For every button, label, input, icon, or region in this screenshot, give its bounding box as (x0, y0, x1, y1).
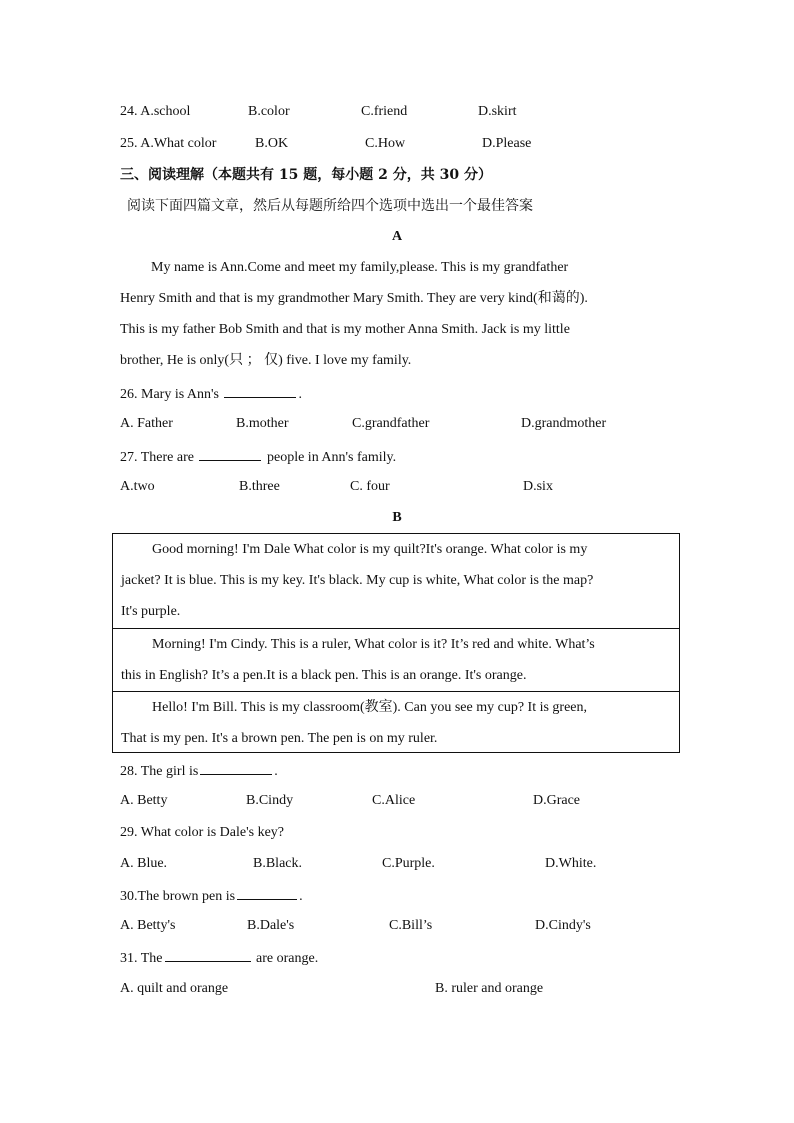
q25-option-c: C.How (365, 136, 406, 151)
q29-option-a: A. Blue. (120, 856, 168, 871)
section-3-title: 三、阅读理解（本题共有 15 题，每小题 2 分，共 30 分） (120, 167, 492, 183)
q27-stem-text: 27. There are (120, 450, 194, 465)
q26-option-c: C.grandfather (352, 416, 430, 431)
q28-option-b: B.Cindy (246, 793, 294, 808)
question-28-stem (120, 760, 278, 780)
q28-option-c: C.Alice (372, 793, 416, 808)
passage-a-line: My name is Ann.Come and meet my family,please. This is my grandfather (151, 260, 569, 275)
answer-blank[interactable] (165, 947, 251, 962)
passage-b-line: Morning! I'm Cindy. This is a ruler, What color is it? It’s red and white. What’s (152, 637, 595, 652)
q29-option-c: C.Purple. (382, 856, 435, 871)
question-31-stem (120, 947, 318, 967)
q30-stem-end: . (299, 889, 303, 904)
answer-blank[interactable] (199, 446, 261, 461)
q27-option-d: D.six (523, 479, 553, 494)
answer-blank[interactable] (224, 383, 296, 398)
q24-option-d: D.skirt (478, 104, 517, 119)
question-29-stem: 29. What color is Dale's key? (120, 825, 284, 840)
passage-b-line: Hello! I'm Bill. This is my classroom(教室). Can you see my cup? It is green, (152, 700, 588, 715)
passage-b-line: jacket? It is blue. This is my key. It's black. My cup is white, What color is the map? (121, 573, 594, 588)
section-3-instruction: 阅读下面四篇文章，然后从每题所给四个选项中选出一个最佳答案 (127, 198, 533, 214)
passage-b-line: this in English? It’s a pen.It is a black pen. This is an orange. It's orange. (121, 668, 527, 683)
q30-option-c: C.Bill’s (389, 918, 433, 933)
q30-stem-text: 30.The brown pen is (120, 889, 236, 904)
passage-b-cell (113, 628, 679, 691)
answer-blank[interactable] (237, 885, 297, 900)
q28-stem-text: 28. The girl is (120, 764, 199, 779)
question-27-stem (120, 446, 396, 466)
q30-option-b: B.Dale's (247, 918, 295, 933)
q31-stem-text: 31. The (120, 951, 163, 966)
passage-b-line: Good morning! I'm Dale What color is my quilt?It's orange. What color is my (152, 542, 588, 557)
q26-stem-text: 26. Mary is Ann's (120, 387, 219, 402)
passage-b-cell (113, 534, 679, 628)
q26-option-d: D.grandmother (521, 416, 607, 431)
q26-stem-end: . (298, 387, 302, 402)
q31-stem-end: are orange. (256, 951, 319, 966)
q27-option-c: C. four (350, 479, 390, 494)
q24-option-c: C.friend (361, 104, 408, 119)
question-26-stem (120, 383, 302, 403)
passage-b-table (112, 533, 680, 753)
q31-option-a: A. quilt and orange (120, 981, 229, 996)
passage-a-label: A (391, 229, 403, 244)
q25-option-a: 25. A.What color (120, 136, 217, 151)
q29-option-b: B.Black. (253, 856, 302, 871)
answer-blank[interactable] (200, 760, 272, 775)
q31-option-b: B. ruler and orange (435, 981, 544, 996)
passage-b-cell (113, 691, 679, 752)
q25-option-b: B.OK (255, 136, 289, 151)
passage-b-label: B (392, 510, 402, 525)
question-30-stem (120, 885, 303, 905)
q27-option-a: A.two (120, 479, 155, 494)
q29-option-d: D.White. (545, 856, 597, 871)
q27-stem-end: people in Ann's family. (266, 450, 397, 465)
q26-option-b: B.mother (236, 416, 289, 431)
passage-b-line: It's purple. (121, 604, 181, 619)
passage-b-line: That is my pen. It's a brown pen. The pen is on my ruler. (121, 731, 438, 746)
passage-a-line: This is my father Bob Smith and that is my mother Anna Smith. Jack is my little (120, 322, 570, 337)
q28-stem-end: . (274, 764, 278, 779)
q26-option-a: A. Father (120, 416, 173, 431)
q27-option-b: B.three (239, 479, 280, 494)
q25-option-d: D.Please (482, 136, 532, 151)
passage-a (120, 258, 660, 382)
q30-option-d: D.Cindy's (535, 918, 591, 933)
q30-option-a: A. Betty's (120, 918, 176, 933)
q24-option-a: 24. A.school (120, 104, 191, 119)
passage-a-line: Henry Smith and that is my grandmother Mary Smith. They are very kind(和蔼的). (120, 291, 588, 306)
passage-a-line: brother, He is only(只 ； 仅) five. I love my family. (120, 353, 412, 368)
q28-option-d: D.Grace (533, 793, 581, 808)
q24-option-b: B.color (248, 104, 290, 119)
q28-option-a: A. Betty (120, 793, 168, 808)
